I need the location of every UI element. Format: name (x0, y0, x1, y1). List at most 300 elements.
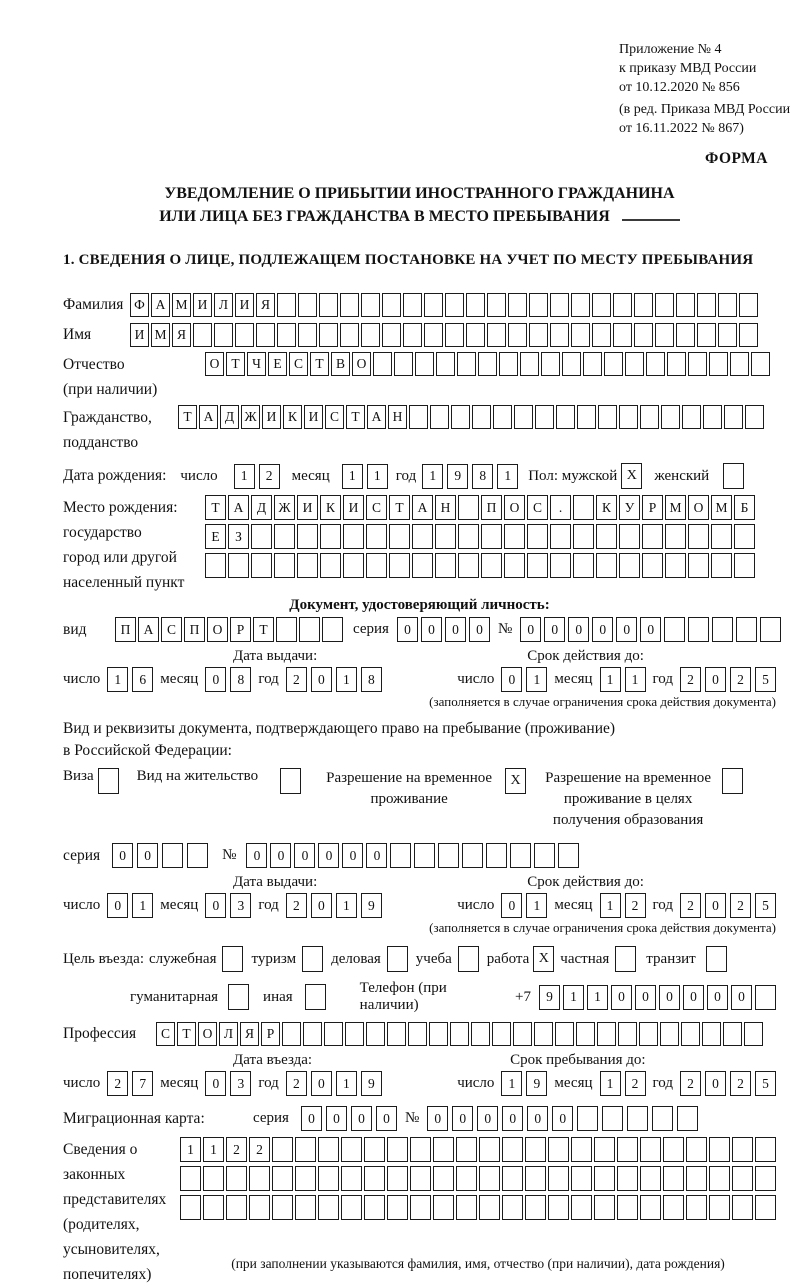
char-cell[interactable] (703, 405, 722, 429)
char-cell[interactable] (318, 1166, 339, 1191)
char-cell[interactable]: О (205, 352, 224, 376)
purpose-transit-checkbox[interactable] (706, 946, 727, 972)
char-cell[interactable]: 1 (587, 985, 608, 1010)
char-cell[interactable]: 2 (286, 893, 307, 918)
char-cell[interactable]: 0 (568, 617, 589, 642)
char-cell[interactable] (534, 1022, 553, 1046)
char-cell[interactable]: М (151, 323, 170, 347)
char-cell[interactable] (596, 524, 617, 549)
char-cell[interactable] (676, 323, 695, 347)
char-cell[interactable] (697, 293, 716, 317)
char-cell[interactable] (664, 617, 685, 642)
char-cell[interactable] (445, 293, 464, 317)
char-cell[interactable]: Л (214, 293, 233, 317)
char-cell[interactable]: О (504, 495, 525, 520)
char-cell[interactable] (345, 1022, 364, 1046)
char-cell[interactable] (760, 617, 781, 642)
char-cell[interactable]: Р (230, 617, 251, 642)
char-cell[interactable] (499, 352, 518, 376)
char-cell[interactable]: 1 (107, 667, 128, 692)
char-cell[interactable]: 1 (234, 464, 255, 489)
char-cell[interactable] (438, 843, 459, 868)
char-cell[interactable]: 2 (625, 893, 646, 918)
char-cell[interactable]: 0 (705, 1071, 726, 1096)
char-cell[interactable] (274, 553, 295, 578)
char-cell[interactable] (226, 1166, 247, 1191)
char-cell[interactable] (162, 843, 183, 868)
char-cell[interactable]: Я (256, 293, 275, 317)
char-cell[interactable]: 0 (469, 617, 490, 642)
char-cell[interactable]: 0 (205, 1071, 226, 1096)
char-cell[interactable] (571, 293, 590, 317)
char-cell[interactable] (203, 1166, 224, 1191)
char-cell[interactable] (435, 553, 456, 578)
char-cell[interactable] (734, 524, 755, 549)
char-cell[interactable]: 2 (286, 667, 307, 692)
char-cell[interactable]: Л (219, 1022, 238, 1046)
char-cell[interactable] (577, 1106, 598, 1131)
char-cell[interactable] (642, 553, 663, 578)
char-cell[interactable] (387, 1166, 408, 1191)
char-cell[interactable] (462, 843, 483, 868)
char-cell[interactable] (751, 352, 770, 376)
char-cell[interactable]: 0 (659, 985, 680, 1010)
char-cell[interactable]: 2 (680, 893, 701, 918)
char-cell[interactable]: И (193, 293, 212, 317)
char-cell[interactable] (548, 1166, 569, 1191)
char-cell[interactable] (660, 1022, 679, 1046)
char-cell[interactable] (433, 1137, 454, 1162)
char-cell[interactable] (724, 405, 743, 429)
char-cell[interactable]: Ф (130, 293, 149, 317)
char-cell[interactable] (340, 323, 359, 347)
char-cell[interactable]: 0 (397, 617, 418, 642)
char-cell[interactable] (676, 293, 695, 317)
char-cell[interactable] (514, 405, 533, 429)
char-cell[interactable]: 0 (705, 667, 726, 692)
char-cell[interactable]: 2 (680, 667, 701, 692)
char-cell[interactable] (663, 1166, 684, 1191)
char-cell[interactable] (403, 293, 422, 317)
char-cell[interactable] (525, 1166, 546, 1191)
residence-permit-checkbox[interactable] (280, 768, 301, 794)
char-cell[interactable] (688, 352, 707, 376)
sex-female-checkbox[interactable] (723, 463, 744, 489)
char-cell[interactable] (688, 553, 709, 578)
char-cell[interactable] (466, 323, 485, 347)
char-cell[interactable] (203, 1195, 224, 1220)
char-cell[interactable] (617, 1166, 638, 1191)
char-cell[interactable] (709, 1195, 730, 1220)
char-cell[interactable] (318, 1137, 339, 1162)
purpose-other-checkbox[interactable] (305, 984, 326, 1010)
char-cell[interactable] (592, 293, 611, 317)
char-cell[interactable] (456, 1195, 477, 1220)
char-cell[interactable] (556, 405, 575, 429)
char-cell[interactable]: 8 (472, 464, 493, 489)
char-cell[interactable] (688, 524, 709, 549)
char-cell[interactable]: О (207, 617, 228, 642)
char-cell[interactable]: 2 (226, 1137, 247, 1162)
char-cell[interactable] (382, 323, 401, 347)
char-cell[interactable]: 0 (311, 1071, 332, 1096)
char-cell[interactable]: А (199, 405, 218, 429)
char-cell[interactable] (681, 1022, 700, 1046)
char-cell[interactable]: 9 (361, 893, 382, 918)
char-cell[interactable] (389, 524, 410, 549)
char-cell[interactable] (613, 293, 632, 317)
char-cell[interactable] (667, 352, 686, 376)
char-cell[interactable] (576, 1022, 595, 1046)
char-cell[interactable] (297, 524, 318, 549)
char-cell[interactable] (618, 1022, 637, 1046)
char-cell[interactable] (387, 1022, 406, 1046)
char-cell[interactable] (604, 352, 623, 376)
char-cell[interactable] (744, 1022, 763, 1046)
char-cell[interactable] (487, 293, 506, 317)
char-cell[interactable] (249, 1166, 270, 1191)
char-cell[interactable] (430, 405, 449, 429)
char-cell[interactable] (187, 843, 208, 868)
char-cell[interactable] (297, 553, 318, 578)
char-cell[interactable] (510, 843, 531, 868)
char-cell[interactable]: 0 (501, 667, 522, 692)
char-cell[interactable] (534, 843, 555, 868)
char-cell[interactable] (571, 323, 590, 347)
char-cell[interactable]: М (172, 293, 191, 317)
char-cell[interactable] (529, 323, 548, 347)
char-cell[interactable] (613, 323, 632, 347)
char-cell[interactable]: 2 (249, 1137, 270, 1162)
char-cell[interactable] (571, 1166, 592, 1191)
char-cell[interactable]: 5 (755, 1071, 776, 1096)
char-cell[interactable] (640, 1166, 661, 1191)
char-cell[interactable]: 0 (107, 893, 128, 918)
char-cell[interactable] (573, 553, 594, 578)
char-cell[interactable]: И (304, 405, 323, 429)
char-cell[interactable]: 2 (286, 1071, 307, 1096)
char-cell[interactable]: 1 (526, 893, 547, 918)
char-cell[interactable] (394, 352, 413, 376)
char-cell[interactable] (541, 352, 560, 376)
char-cell[interactable] (298, 323, 317, 347)
char-cell[interactable]: Р (642, 495, 663, 520)
char-cell[interactable] (492, 1022, 511, 1046)
char-cell[interactable]: 0 (502, 1106, 523, 1131)
char-cell[interactable] (677, 1106, 698, 1131)
char-cell[interactable]: 0 (205, 893, 226, 918)
char-cell[interactable]: 1 (422, 464, 443, 489)
char-cell[interactable]: 0 (640, 617, 661, 642)
char-cell[interactable] (450, 1022, 469, 1046)
char-cell[interactable] (458, 524, 479, 549)
char-cell[interactable] (755, 1195, 776, 1220)
purpose-business-checkbox[interactable] (387, 946, 408, 972)
char-cell[interactable]: 2 (730, 667, 751, 692)
char-cell[interactable] (508, 323, 527, 347)
char-cell[interactable]: Б (734, 495, 755, 520)
char-cell[interactable] (525, 1195, 546, 1220)
char-cell[interactable] (640, 1137, 661, 1162)
char-cell[interactable]: 0 (246, 843, 267, 868)
char-cell[interactable] (295, 1166, 316, 1191)
char-cell[interactable]: 9 (539, 985, 560, 1010)
char-cell[interactable] (479, 1195, 500, 1220)
char-cell[interactable]: 0 (376, 1106, 397, 1131)
char-cell[interactable] (471, 1022, 490, 1046)
char-cell[interactable] (364, 1166, 385, 1191)
purpose-private-checkbox[interactable] (615, 946, 636, 972)
char-cell[interactable] (502, 1137, 523, 1162)
char-cell[interactable]: 2 (625, 1071, 646, 1096)
char-cell[interactable] (382, 293, 401, 317)
char-cell[interactable]: И (235, 293, 254, 317)
char-cell[interactable]: 1 (336, 667, 357, 692)
char-cell[interactable] (732, 1195, 753, 1220)
char-cell[interactable]: 1 (600, 1071, 621, 1096)
char-cell[interactable]: И (262, 405, 281, 429)
char-cell[interactable] (478, 352, 497, 376)
char-cell[interactable] (295, 1195, 316, 1220)
char-cell[interactable]: Т (177, 1022, 196, 1046)
char-cell[interactable]: 0 (592, 617, 613, 642)
char-cell[interactable] (458, 495, 479, 520)
char-cell[interactable]: 1 (526, 667, 547, 692)
char-cell[interactable] (493, 405, 512, 429)
char-cell[interactable]: П (115, 617, 136, 642)
char-cell[interactable] (272, 1195, 293, 1220)
char-cell[interactable]: 1 (132, 893, 153, 918)
char-cell[interactable] (571, 1137, 592, 1162)
char-cell[interactable] (320, 524, 341, 549)
char-cell[interactable] (686, 1166, 707, 1191)
char-cell[interactable]: 8 (230, 667, 251, 692)
char-cell[interactable] (550, 293, 569, 317)
char-cell[interactable]: 0 (351, 1106, 372, 1131)
char-cell[interactable] (504, 524, 525, 549)
char-cell[interactable]: 0 (544, 617, 565, 642)
char-cell[interactable] (598, 405, 617, 429)
char-cell[interactable] (361, 323, 380, 347)
char-cell[interactable] (424, 293, 443, 317)
char-cell[interactable] (409, 405, 428, 429)
char-cell[interactable]: 0 (452, 1106, 473, 1131)
char-cell[interactable] (487, 323, 506, 347)
char-cell[interactable]: 1 (501, 1071, 522, 1096)
char-cell[interactable]: 1 (180, 1137, 201, 1162)
char-cell[interactable]: Е (205, 524, 226, 549)
char-cell[interactable]: 2 (107, 1071, 128, 1096)
char-cell[interactable] (445, 323, 464, 347)
char-cell[interactable] (249, 1195, 270, 1220)
char-cell[interactable] (320, 553, 341, 578)
char-cell[interactable] (755, 985, 776, 1010)
char-cell[interactable] (602, 1106, 623, 1131)
char-cell[interactable] (502, 1195, 523, 1220)
char-cell[interactable] (251, 524, 272, 549)
char-cell[interactable] (366, 524, 387, 549)
char-cell[interactable] (655, 323, 674, 347)
char-cell[interactable]: Я (240, 1022, 259, 1046)
char-cell[interactable]: П (481, 495, 502, 520)
char-cell[interactable] (251, 553, 272, 578)
char-cell[interactable]: С (161, 617, 182, 642)
char-cell[interactable] (702, 1022, 721, 1046)
char-cell[interactable] (571, 1195, 592, 1220)
char-cell[interactable]: К (283, 405, 302, 429)
char-cell[interactable] (410, 1195, 431, 1220)
char-cell[interactable]: 1 (563, 985, 584, 1010)
char-cell[interactable]: 3 (230, 893, 251, 918)
char-cell[interactable] (341, 1137, 362, 1162)
char-cell[interactable]: А (367, 405, 386, 429)
char-cell[interactable] (341, 1195, 362, 1220)
char-cell[interactable] (634, 293, 653, 317)
char-cell[interactable]: Д (251, 495, 272, 520)
char-cell[interactable]: З (228, 524, 249, 549)
char-cell[interactable] (755, 1166, 776, 1191)
char-cell[interactable]: С (289, 352, 308, 376)
char-cell[interactable] (457, 352, 476, 376)
visa-checkbox[interactable] (98, 768, 119, 794)
char-cell[interactable] (642, 524, 663, 549)
char-cell[interactable] (180, 1166, 201, 1191)
char-cell[interactable]: 2 (730, 1071, 751, 1096)
char-cell[interactable] (527, 524, 548, 549)
purpose-humanitarian-checkbox[interactable] (228, 984, 249, 1010)
char-cell[interactable] (663, 1195, 684, 1220)
char-cell[interactable] (596, 553, 617, 578)
char-cell[interactable] (277, 323, 296, 347)
char-cell[interactable] (597, 1022, 616, 1046)
char-cell[interactable] (364, 1195, 385, 1220)
char-cell[interactable]: С (325, 405, 344, 429)
char-cell[interactable]: Т (205, 495, 226, 520)
char-cell[interactable] (513, 1022, 532, 1046)
char-cell[interactable]: Е (268, 352, 287, 376)
char-cell[interactable] (548, 1195, 569, 1220)
char-cell[interactable]: 0 (707, 985, 728, 1010)
char-cell[interactable]: 1 (497, 464, 518, 489)
char-cell[interactable] (408, 1022, 427, 1046)
char-cell[interactable] (390, 843, 411, 868)
char-cell[interactable] (226, 1195, 247, 1220)
char-cell[interactable]: 0 (611, 985, 632, 1010)
char-cell[interactable] (341, 1166, 362, 1191)
char-cell[interactable]: 0 (137, 843, 158, 868)
char-cell[interactable]: 6 (132, 667, 153, 692)
char-cell[interactable] (558, 843, 579, 868)
char-cell[interactable] (387, 1195, 408, 1220)
char-cell[interactable] (573, 495, 594, 520)
char-cell[interactable] (389, 553, 410, 578)
char-cell[interactable]: А (412, 495, 433, 520)
char-cell[interactable]: К (320, 495, 341, 520)
char-cell[interactable] (373, 352, 392, 376)
char-cell[interactable] (583, 352, 602, 376)
char-cell[interactable]: 7 (132, 1071, 153, 1096)
char-cell[interactable]: 0 (635, 985, 656, 1010)
char-cell[interactable] (686, 1195, 707, 1220)
char-cell[interactable] (640, 1195, 661, 1220)
char-cell[interactable]: И (130, 323, 149, 347)
char-cell[interactable] (739, 293, 758, 317)
char-cell[interactable]: 9 (526, 1071, 547, 1096)
char-cell[interactable] (295, 1137, 316, 1162)
char-cell[interactable] (619, 553, 640, 578)
char-cell[interactable] (343, 524, 364, 549)
char-cell[interactable] (486, 843, 507, 868)
char-cell[interactable]: 0 (326, 1106, 347, 1131)
char-cell[interactable]: Ч (247, 352, 266, 376)
char-cell[interactable] (655, 293, 674, 317)
char-cell[interactable] (718, 323, 737, 347)
char-cell[interactable] (594, 1166, 615, 1191)
char-cell[interactable] (640, 405, 659, 429)
purpose-tourism-checkbox[interactable] (302, 946, 323, 972)
char-cell[interactable] (723, 1022, 742, 1046)
char-cell[interactable]: 0 (705, 893, 726, 918)
char-cell[interactable] (734, 553, 755, 578)
char-cell[interactable] (424, 323, 443, 347)
char-cell[interactable] (718, 293, 737, 317)
char-cell[interactable] (709, 1137, 730, 1162)
char-cell[interactable] (205, 553, 226, 578)
char-cell[interactable] (697, 323, 716, 347)
char-cell[interactable]: Т (346, 405, 365, 429)
char-cell[interactable]: А (151, 293, 170, 317)
char-cell[interactable] (276, 617, 297, 642)
purpose-study-checkbox[interactable] (458, 946, 479, 972)
char-cell[interactable] (366, 1022, 385, 1046)
char-cell[interactable]: 0 (112, 843, 133, 868)
char-cell[interactable] (412, 524, 433, 549)
char-cell[interactable] (410, 1137, 431, 1162)
char-cell[interactable]: 0 (205, 667, 226, 692)
char-cell[interactable] (550, 524, 571, 549)
char-cell[interactable] (318, 1195, 339, 1220)
char-cell[interactable] (504, 553, 525, 578)
char-cell[interactable] (592, 323, 611, 347)
char-cell[interactable] (319, 323, 338, 347)
char-cell[interactable]: 0 (616, 617, 637, 642)
char-cell[interactable]: 0 (311, 893, 332, 918)
char-cell[interactable] (387, 1137, 408, 1162)
char-cell[interactable] (535, 405, 554, 429)
char-cell[interactable] (272, 1137, 293, 1162)
char-cell[interactable] (529, 293, 548, 317)
char-cell[interactable]: 0 (527, 1106, 548, 1131)
char-cell[interactable]: 1 (336, 1071, 357, 1096)
char-cell[interactable] (732, 1137, 753, 1162)
char-cell[interactable]: У (619, 495, 640, 520)
char-cell[interactable] (755, 1137, 776, 1162)
char-cell[interactable]: 0 (421, 617, 442, 642)
temp-residence-education-checkbox[interactable] (722, 768, 743, 794)
char-cell[interactable]: Т (310, 352, 329, 376)
purpose-work-checkbox[interactable]: X (533, 946, 554, 972)
char-cell[interactable]: М (711, 495, 732, 520)
char-cell[interactable] (619, 405, 638, 429)
char-cell[interactable]: 1 (600, 667, 621, 692)
char-cell[interactable] (435, 524, 456, 549)
char-cell[interactable]: С (366, 495, 387, 520)
char-cell[interactable] (502, 1166, 523, 1191)
char-cell[interactable] (343, 553, 364, 578)
sex-male-checkbox[interactable]: X (621, 463, 642, 489)
char-cell[interactable]: Я (172, 323, 191, 347)
char-cell[interactable] (730, 352, 749, 376)
